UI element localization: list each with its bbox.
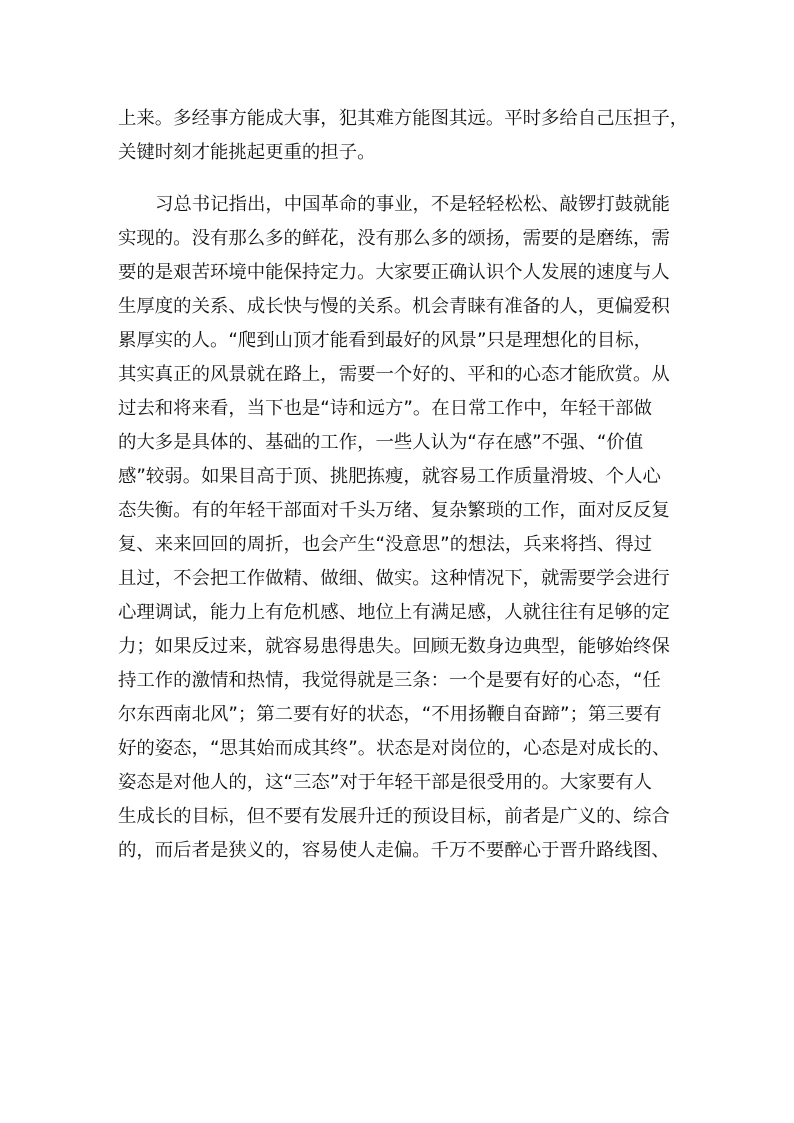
text-line: 的大多是具体的、基础的工作，一些人认为“存在感”不强、“价值 [118, 432, 644, 453]
text-line: 过去和将来看，当下也是“诗和远方”。在日常工作中，年轻干部做 [118, 398, 652, 419]
text-line: 生厚度的关系、成长快与慢的关系。机会青睐有准备的人，更偏爱积 [118, 296, 670, 317]
text-line: 要的是艰苦环境中能保持定力。大家要正确认识个人发展的速度与人 [118, 262, 670, 283]
text-line-first: 习总书记指出，中国革命的事业，不是轻轻松松、敲锣打鼓就能 [155, 194, 670, 215]
text-line: 的，而后者是狭义的，容易使人走偏。千万不要醉心于晋升路线图、 [118, 840, 670, 861]
text-line: 态失衡。有的年轻干部面对千头万绪、复杂繁琐的工作，面对反反复 [118, 500, 670, 521]
text-line: 其实真正的风景就在路上，需要一个好的、平和的心态才能欣赏。从 [118, 364, 670, 385]
text-line: 力；如果反过来，就容易患得患失。回顾无数身边典型，能够始终保 [118, 636, 670, 657]
text-line: 关键时刻才能挑起更重的担子。 [118, 142, 376, 163]
text-line: 实现的。没有那么多的鲜花，没有那么多的颂扬，需要的是磨练，需 [118, 228, 670, 249]
text-line: 复、来来回回的周折，也会产生“没意思”的想法，兵来将挡、得过 [118, 534, 652, 555]
text-line: 生成长的目标，但不要有发展升迁的预设目标，前者是广义的、综合 [118, 806, 670, 827]
text-line: 且过，不会把工作做精、做细、做实。这种情况下，就需要学会进行 [118, 568, 670, 589]
text-line: 姿态是对他人的，这“三态”对于年轻干部是很受用的。大家要有人 [118, 772, 652, 793]
text-line: 上来。多经事方能成大事，犯其难方能图其远。平时多给自己压担子， [118, 108, 689, 129]
paragraph-continuation [118, 102, 690, 170]
text-line: 持工作的激情和热情，我觉得就是三条：一个是要有好的心态，“任 [118, 670, 661, 691]
text-line: 心理调试，能力上有危机感、地位上有满足感，人就往往有足够的定 [118, 602, 670, 623]
text-line: 好的姿态，“思其始而成其终”。状态是对岗位的，心态是对成长的、 [118, 738, 671, 759]
paragraph-main [118, 188, 690, 868]
text-line: 尔东西南北风”；第二要有好的状态，“不用扬鞭自奋蹄”；第三要有 [118, 704, 662, 725]
text-line: 累厚实的人。“爬到山顶才能看到最好的风景”只是理想化的目标， [118, 330, 652, 351]
text-line: 感”较弱。如果目高于顶、挑肥拣瘦，就容易工作质量滑坡、个人心 [118, 466, 661, 487]
